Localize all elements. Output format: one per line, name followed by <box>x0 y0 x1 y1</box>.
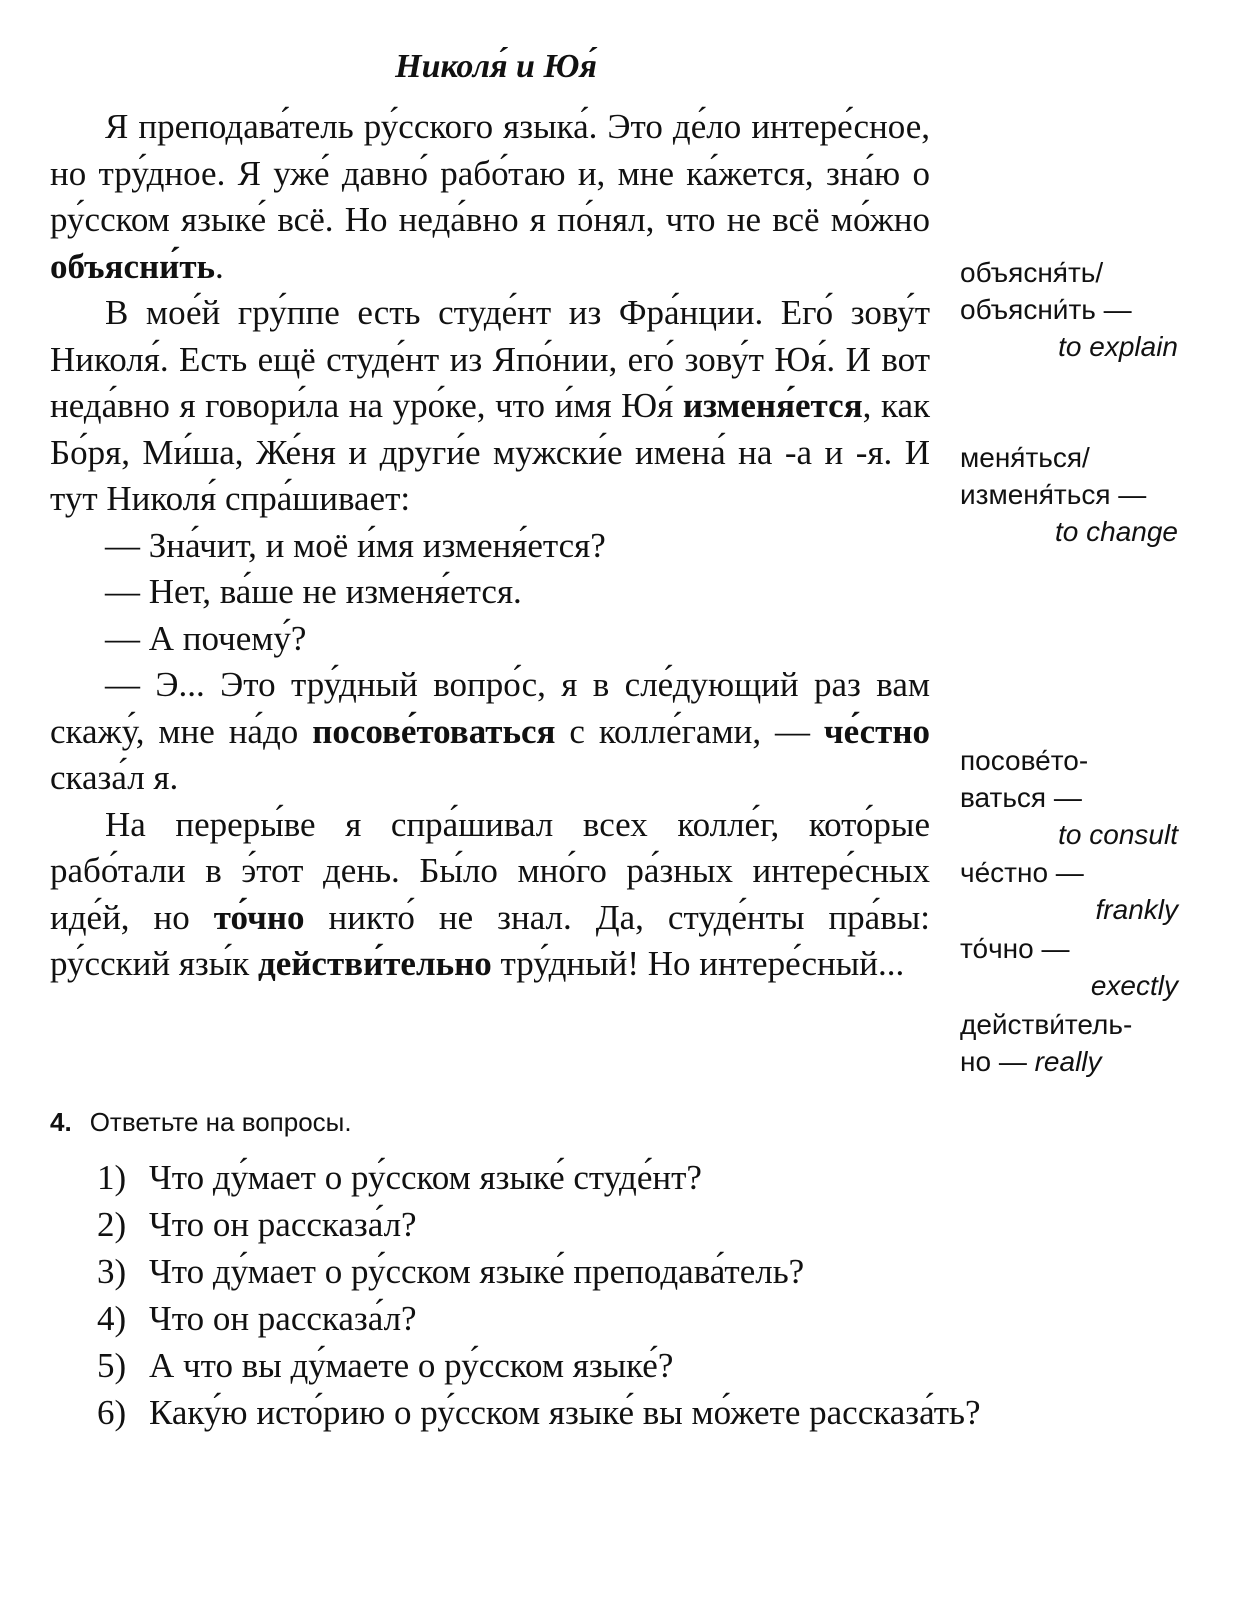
vocab-explain: объясни́ть <box>50 246 216 286</box>
dialog-line-2: — Нет, ва́ше не изменя́ется. <box>105 572 522 611</box>
vocab-change: изменя́ется <box>682 386 863 425</box>
question-item: 4) Что он рассказа́л? <box>97 1299 417 1338</box>
gloss-change: меня́ться/ изменя́ться — to change <box>960 442 1178 547</box>
text-title: Николя́ и Юя́ <box>395 48 597 85</box>
gloss-consult: посове́то- ваться — to consult <box>960 745 1178 850</box>
dialog-line-3: — А почему́? <box>105 618 307 658</box>
exercise-heading <box>50 1104 352 1140</box>
dialog-line-1: — Зна́чит, и моё и́мя изменя́ется? <box>105 525 606 565</box>
question-item: 5) А что вы ду́маете о ру́сском языке́? <box>97 1346 674 1385</box>
question-list <box>97 1154 1197 1436</box>
gloss-explain: объясня́ть/ объясни́ть — to explain <box>960 257 1178 362</box>
dialog-line-4: — Э... Это тру́дный вопро́с, я в сле́дующий раз вам скажу́, мне на́до посове́товаться с колле́гами, — че́стно сказа́л я. <box>50 665 930 797</box>
gloss-exactly: то́чно — exectly <box>960 933 1178 1001</box>
vocab-consult: посове́товаться <box>312 711 556 751</box>
exercise-number: 4. <box>50 1107 72 1137</box>
gloss-frankly: че́стно — frankly <box>960 857 1178 925</box>
vocab-frankly: че́стно <box>823 711 930 751</box>
question-item: 2) Что он рассказа́л? <box>97 1205 417 1244</box>
paragraph-2: В мое́й гру́ппе есть студе́нт из Фра́нции. Его́ зову́т Николя́. Есть ещё студе́нт из Япо́нии, его́ зову́т Юя́. И вот неда́вно я говори́ла на уро́ке, что и́мя Юя́ изменя́ется, как Бо́ря, Ми́ша, Же́ня и други́е мужски́е имена́ на -а и -я. И тут Николя́ спра́шивает: <box>50 293 930 518</box>
paragraph-1: Я преподава́тель ру́сского языка́. Это де́ло интере́сное, но тру́дное. Я уже́ давно́ рабо́таю и, мне ка́жется, зна́ю о ру́сском языке́ всё. Но неда́вно я по́нял, что не всё мо́жно объясни́ть. <box>50 107 930 286</box>
vocab-really: действи́тельно <box>258 944 492 983</box>
question-item: 1) Что ду́мает о ру́сском языке́ студе́нт? <box>97 1158 702 1197</box>
paragraph-3: На переры́ве я спра́шивал всех колле́г, кото́рые рабо́тали в э́тот день. Бы́ло мно́го ра́зных интере́сных иде́й, но то́чно никто́ не знал. Да, студе́нты пра́вы: ру́сский язы́к действи́тельно тру́дный! Но интере́сный... <box>50 804 930 983</box>
question-item: 6) Каку́ю исто́рию о ру́сском языке́ вы мо́жете рассказа́ть? <box>97 1393 981 1432</box>
vocab-exactly: то́чно <box>213 897 305 937</box>
gloss-really: действи́тель- но — really <box>960 1009 1133 1077</box>
exercise-instruction: Ответьте на вопросы. <box>89 1107 352 1137</box>
question-item: 3) Что ду́мает о ру́сском языке́ преподава́тель? <box>97 1252 805 1291</box>
reading-text <box>50 104 930 988</box>
